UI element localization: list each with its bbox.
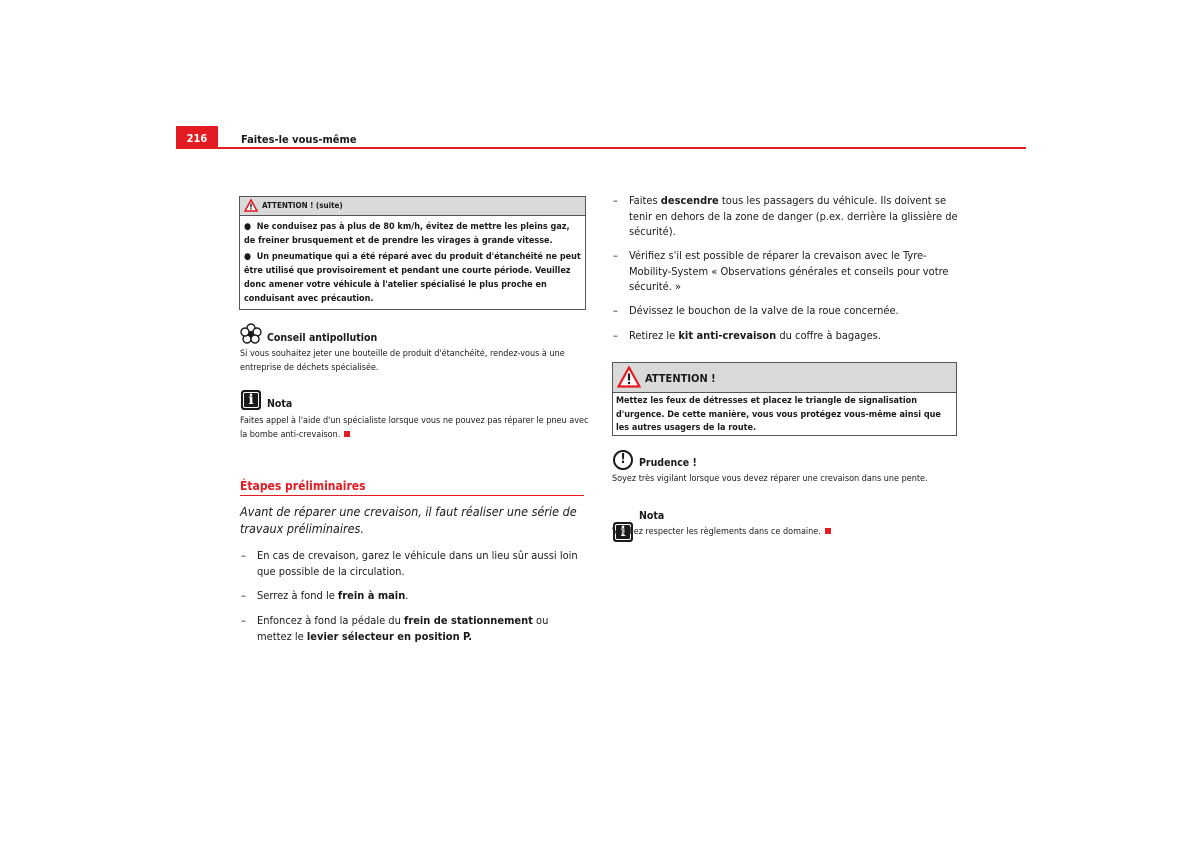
section-title: Étapes préliminaires xyxy=(240,479,366,493)
page-number: 216 xyxy=(176,126,218,148)
attention-text: Mettez les feux de détresses et placez le triangle de signalisation d'urgence. De cette manière, vous vous protégez vous-même ainsi que les autres usagers de la route. xyxy=(616,396,941,433)
warning-continued-box xyxy=(239,196,586,310)
warning-continued-title: ATTENTION ! (suite) xyxy=(262,201,343,210)
running-title: Faites-le vous-même xyxy=(241,133,357,146)
note1-title: Nota xyxy=(267,398,293,410)
warning-item: ● Un pneumatique qui a été réparé avec du produit d'étanchéité ne peut être utilisé que provisoirement et pendant une courte période. Veuillez donc amener votre véhicule à l'atelier spécialisé le plus proche en conduisant avec précaution. xyxy=(244,252,581,304)
note2-title: Nota xyxy=(639,510,665,522)
step-item: – Retirez le kit anti-crevaison du coffre à bagages. xyxy=(613,329,881,342)
attention-header xyxy=(613,363,956,393)
eco-tip-text: Si vous souhaitez jeter une bouteille de produit d'étanchéité, rendez-vous à une entreprise de déchets spécialisée. xyxy=(240,349,565,373)
warning-continued-header xyxy=(240,197,585,216)
end-marker-square xyxy=(825,528,831,534)
step-item: – Vérifiez s'il est possible de réparer la crevaison avec le Tyre-Mobility-System « Observations générales et conseils pour votre sécurité. » xyxy=(613,249,949,293)
attention-title: ATTENTION ! xyxy=(645,372,716,385)
step-item: – Faites descendre tous les passagers du véhicule. Ils doivent se tenir en dehors de la zone de danger (p.ex. derrière la glissière de sécurité). xyxy=(613,194,958,238)
warning-triangle-icon xyxy=(244,199,258,212)
eco-tip-title: Conseil antipollution xyxy=(267,332,378,344)
step-item: – En cas de crevaison, garez le véhicule dans un lieu sûr aussi loin que possible de la circulation. xyxy=(241,549,578,578)
header-rule xyxy=(176,147,1026,149)
warning-item: ● Ne conduisez pas à plus de 80 km/h, évitez de mettre les pleins gaz, de freiner brusquement et de prendre les virages à grande vitesse. xyxy=(244,222,570,246)
section-rule xyxy=(240,495,584,496)
warning-triangle-icon xyxy=(617,366,641,388)
section-intro: Avant de réparer une crevaison, il faut réaliser une série de travaux préliminaires. xyxy=(240,504,577,536)
step-item: – Dévissez le bouchon de la valve de la roue concernée. xyxy=(613,304,899,317)
attention-box xyxy=(612,362,957,436)
note2-text: Veuillez respecter les règlements dans ce domaine. xyxy=(612,526,962,540)
step-item: – Enfoncez à fond la pédale du frein de stationnement ou mettez le levier sélecteur en position P. xyxy=(241,614,549,643)
info-icon xyxy=(241,390,261,410)
end-marker-square xyxy=(344,431,350,437)
note1-text: Faites appel à l'aide d'un spécialiste lorsque vous ne pouvez pas réparer le pneu avec la bombe anti-crevaison. xyxy=(240,416,589,440)
flower-eco-icon xyxy=(240,323,262,345)
exclamation-circle-icon: ! xyxy=(613,450,633,470)
step-item: – Serrez à fond le frein à main. xyxy=(241,589,409,602)
prudence-title: Prudence ! xyxy=(639,457,697,469)
prudence-text: Soyez très vigilant lorsque vous devez réparer une crevaison dans une pente. xyxy=(612,474,928,484)
